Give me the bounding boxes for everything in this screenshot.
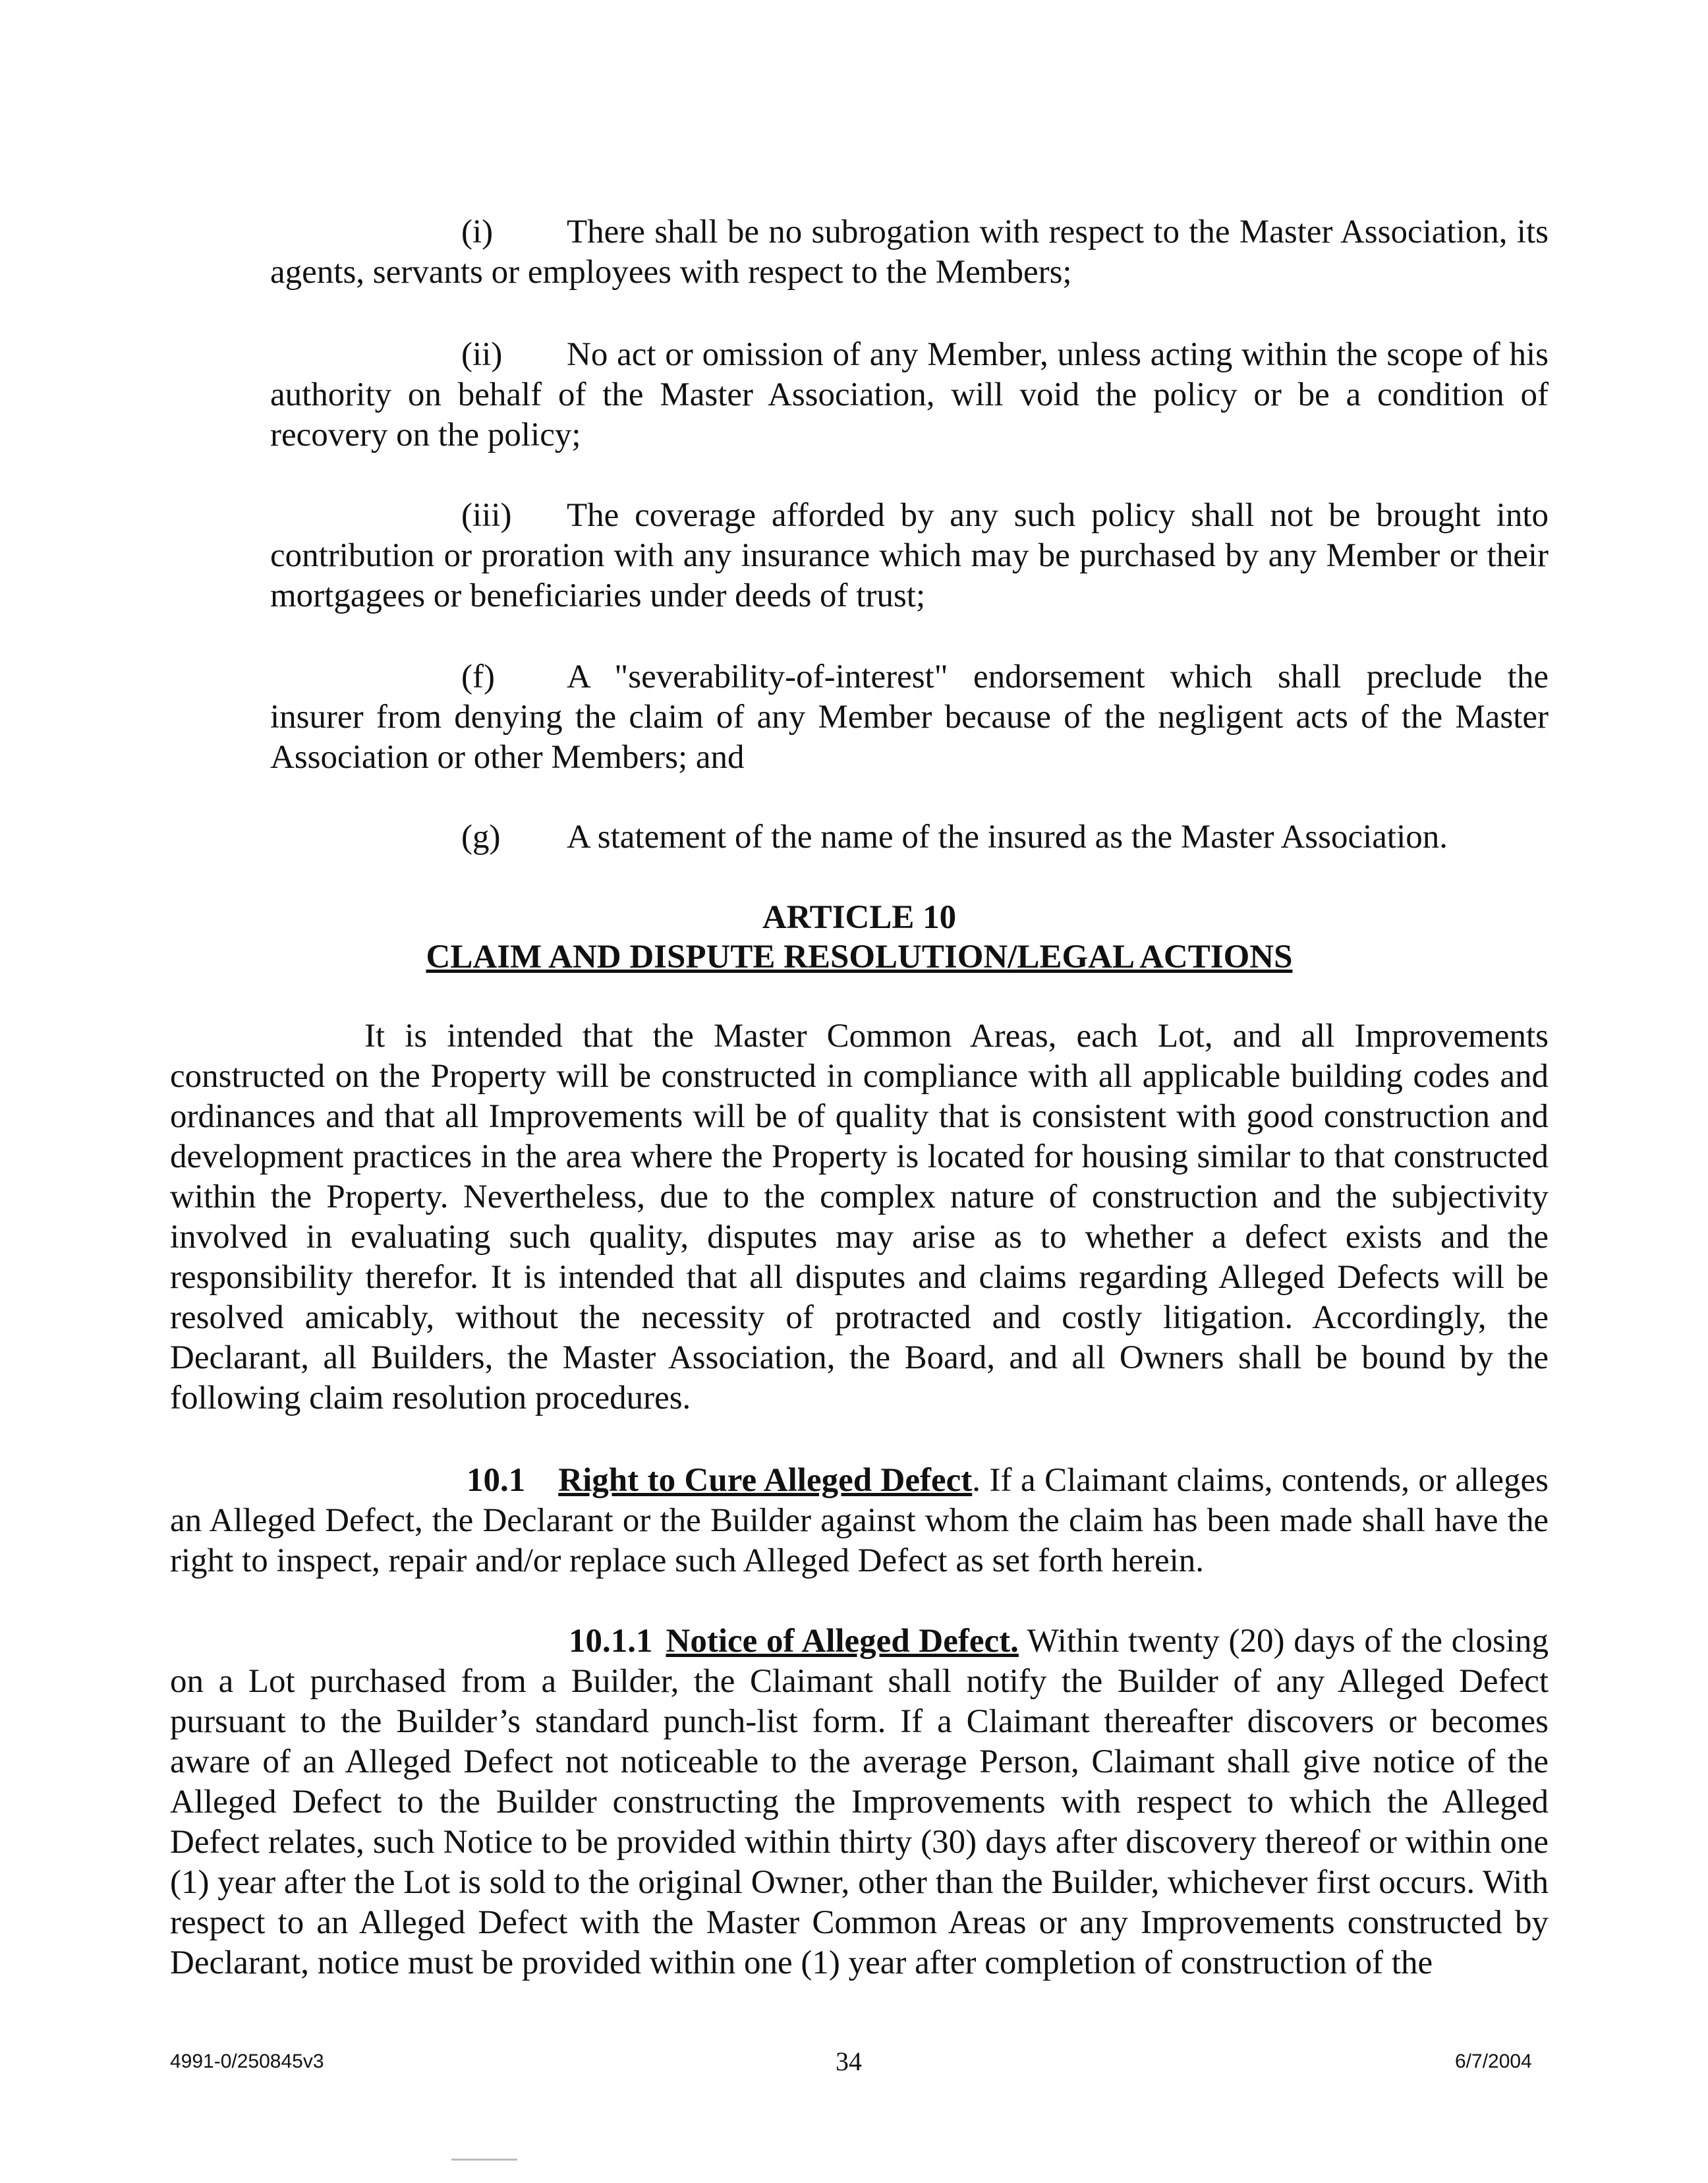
section-heading: Right to Cure Alleged Defect (558, 1462, 973, 1499)
item-text: A statement of the name of the insured as the Master Association. (567, 819, 1448, 856)
article-title: CLAIM AND DISPUTE RESOLUTION/LEGAL ACTIONS (426, 939, 1293, 975)
section-10-1-1 (170, 1621, 1549, 1983)
item-iii (270, 496, 1549, 616)
item-label: (ii) (461, 336, 503, 373)
item-i (270, 212, 1549, 293)
section-heading: Notice of Alleged Defect. (666, 1623, 1019, 1660)
item-label: (f) (461, 658, 495, 695)
item-label: (iii) (461, 497, 512, 534)
scan-mark (451, 2159, 517, 2161)
item-label: (i) (461, 214, 494, 250)
item-text: No act or omission of any Member, unless acting within the scope of his authority on behalf of the Master Association, will void the policy or be a condition of recovery on the policy; (270, 336, 1549, 453)
item-text: The coverage afforded by any such policy shall not be brought into contribution or proration with any insurance which may be purchased by any Member or their mortgagees or beneficiaries under deeds of trust; (270, 497, 1549, 614)
section-text: . If a Claimant claims, contends, or alleges an Alleged Defect, the Declarant or the Builder against whom the claim has been made shall have the right to inspect, repair and/or replace such Alleged Defect as set forth herein. (170, 1462, 1549, 1579)
footer-doc-id: 4991-0/250845v3 (170, 2051, 324, 2072)
article-number: ARTICLE 10 (762, 899, 957, 936)
item-label: (g) (461, 819, 501, 856)
section-number: 10.1 (467, 1462, 526, 1499)
item-g (270, 817, 1549, 858)
section-10-1 (170, 1461, 1549, 1581)
footer-page-number: 34 (836, 2047, 862, 2076)
item-text: There shall be no subrogation with respect to the Master Association, its agents, servants or employees with respect to the Members; (270, 214, 1549, 291)
article-intro (170, 1016, 1549, 1418)
section-text: Within twenty (20) days of the closing on a Lot purchased from a Builder, the Claimant shall notify the Builder of any Alleged Defect pursuant to the Builder’s standard punch-list form. If a Claimant thereafter discovers or becomes aware of an Alleged Defect not noticeable to the average Person, Claimant shall give notice of the Alleged Defect to the Builder constructing the Improvements with respect to which the Alleged Defect relates, such Notice to be provided within thirty (30) days after discovery thereof or within one (1) year after the Lot is sold to the original Owner, other than the Builder, whichever first occurs. With respect to an Alleged Defect with the Master Common Areas or any Improvements constructed by Declarant, notice must be provided within one (1) year after completion of construction of the (170, 1623, 1549, 1981)
item-text: A "severability-of-interest" endorsement which shall preclude the insurer from denying the claim of any Member because of the negligent acts of the Master Association or other Members; and (270, 658, 1549, 776)
section-number: 10.1.1 (569, 1623, 653, 1660)
item-f (270, 657, 1549, 778)
footer-date: 6/7/2004 (1455, 2051, 1532, 2072)
intro-text: It is intended that the Master Common Areas, each Lot, and all Improvements constructed on the Property will be constructed in compliance with all applicable building codes and ordinances and that all Improvements will be of quality that is consistent with good construction and development practices in the area where the Property is located for housing similar to that constructed within the Property. Nevertheless, due to the complex nature of construction and the subjectivity involved in evaluating such quality, disputes may arise as to whether a defect exists and the responsibility therefor. It is intended that all disputes and claims regarding Alleged Defects will be resolved amicably, without the necessity of protracted and costly litigation. Accordingly, the Declarant, all Builders, the Master Association, the Board, and all Owners shall be bound by the following claim resolution procedures. (170, 1018, 1549, 1416)
item-ii (270, 335, 1549, 455)
